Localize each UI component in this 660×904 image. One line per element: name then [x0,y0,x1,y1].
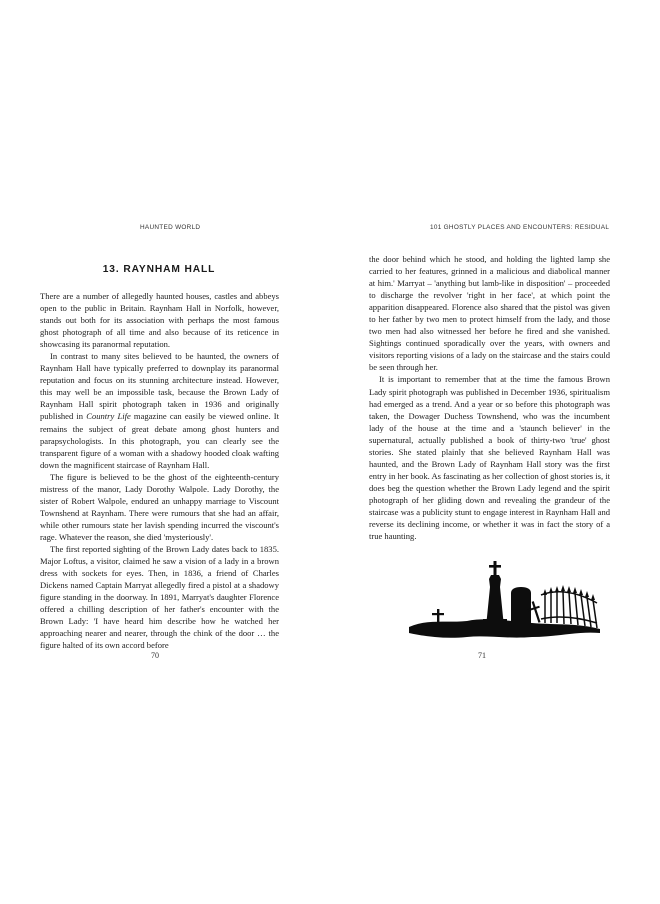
paragraph: the door behind which he stood, and holding the lighted lamp she carried to her features, grinned in a malicious and diabolical manner at him.' Marryat – 'anything but lamb-like in disposition' – proceeded to discharge the revolver 'right in her face', at which point the apparition disappeared. Florence also shared that the pistol was given to her father by two men to protect himself from the lady, and those two men had also witnessed her before he fired and she vanished. Sightings continued sporadically over the years, with owners and visitors reporting visions of a lady on the staircase and the stairs could be seen through her. [369,254,610,373]
chapter-title: 13. RAYNHAM HALL [102,264,216,275]
running-head-left: HAUNTED WORLD [140,224,201,231]
page-number-right: 71 [478,651,486,660]
paragraph: There are a number of allegedly haunted houses, castles and abbeys open to the public in Britain. Raynham Hall in Norfolk, however, stands out both for its association with perhaps the most famous ghost photograph of all time and also because of its reticence in showcasing its paranormal reputation. [40,291,279,350]
paragraph: It is important to remember that at the time the famous Brown Lady spirit photograph was published in December 1936, spiritualism had emerged as a trend. And a year or so before this photograph was taken, the Dowager Duchess Townshend, who was the incumbent lady of the house at the time and a 'staunch believer' in the supernatural, actually published a book of thirty-two 'true' ghost stories. She stated plainly that she believed Raynham Hall was haunted, and the Brown Lady of Raynham Hall story was the first entry in her book. As fascinating as her collection of ghost stories is, it does beg the question whether the Brown Lady legend and the spirit photograph of her gliding down and revealing the grandeur of the staircase was a publicity stunt to engage interest in Raynham Hall and reverse its declining income, or whether it was in fact the story of a true haunting. [369,374,610,542]
paragraph-text: magazine can easily be viewed online. It remains the subject of great debate among ghost hunters and parapsychologists. In this photograph, you can clearly see the transparent figure of a woman with a shadowy hooded cloak wafting down the magnificent staircase of Raynham Hall. [40,411,279,470]
paragraph [40,350,279,470]
page-number-left: 70 [151,651,159,660]
left-body-text [40,290,279,651]
paragraph: The figure is believed to be the ghost of the eighteenth-century mistress of the manor, Lady Dorothy Walpole. Lady Dorothy, the sister of Robert Walpole, endured an unhappy marriage to Viscount Townshend at Raynham. There were rumours that she had an affair, while other rumours state her lavish spending incurred the viscount's rage. Whatever the reason, she died 'mysteriously'. [40,471,279,542]
right-body-text [369,253,610,542]
magazine-title: Country Life [86,411,131,422]
running-head-right: 101 GHOSTLY PLACES AND ENCOUNTERS: RESIDUAL [430,224,610,231]
paragraph: The first reported sighting of the Brown Lady dates back to 1835. Major Loftus, a visitor, claimed he saw a vision of a lady in a brown dress with sockets for eyes. Then, in 1836, a friend of Charles Dickens named Captain Marryat allegedly fired a pistol at a shadowy figure standing in the doorway. In 1891, Marryat's daughter Florence offered a chilling description of her father's encounter with the Brown Lady: 'I have heard him describe how he watched her approaching nearer and nearer, through the chink of the door … the figure halted of its own accord before [40,543,279,651]
paragraph-text: In contrast to many sites believed to be haunted, the owners of Raynham Hall have typically preferred to downplay its paranormal reputation and focus on its stunning architecture instead. However, this may well be an impossible task, because the Brown Lady of Raynham Hall spirit photograph taken in 1936 and originally published in [40,351,279,422]
graveyard-silhouette-icon [407,557,602,647]
right-page [330,0,660,904]
